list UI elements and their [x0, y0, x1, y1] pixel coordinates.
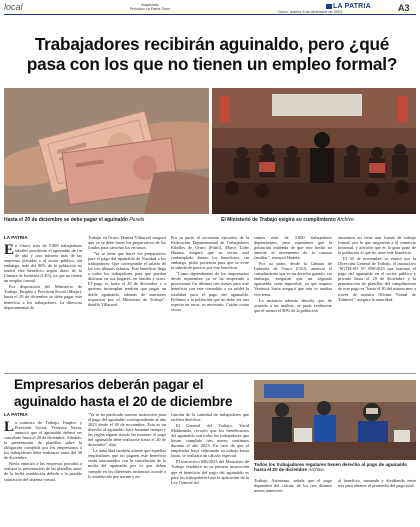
- article1-column-5: encuentra no tiene una fuente de trabajo formal, por lo que migrarían a el comercio informal, y advirtió que es la gran parte de la población al que no tiene este beneficio. El 30 de noviembre se emitió por la Dirección General de Trabajo, el instructivo "SGTH-SO N° 096/2023 que instruye el pago del aguinaldo en el sector público y privado hasta el 20 de diciembre y la presentación de planillas del cumplimiento de este pago es "hasta el 30 del mismo mes a través de nuestra Oficina Virtual de Trámites", asegura la autoridad.: [338, 235, 416, 302]
- photo-workers: [254, 380, 416, 460]
- article1-dropcap: E: [4, 243, 15, 258]
- article2-column-3: función de la cantidad de trabajadores que reciben derechos. El General del Trabajo, Yacid Maldonado, recordó que los beneficiarios del aguinaldo son todos los trabajadores que hayan cumplido tres meses continuos durante el año 2023. En caso de que el empleador haya culminado su trabajo hasta junio, se realizará un cálculo especial. El instructivo 096/2023 del Ministerio de Trabajo establece en su primera instrucción que el beneficio del pago del aguinaldo es para los trabajadores bajo la aplicación de la Ley General del: [171, 412, 249, 485]
- issue-date: Oruro, martes 5 de diciembre de 2023: [278, 10, 343, 14]
- sponsor-line1: Auspiciado: [141, 3, 159, 7]
- photo-meeting-caption: El Ministerio de Trabajo exigirá su cumplimiento Archivo: [221, 217, 354, 223]
- photo-money-caption: Hasta el 20 de diciembre se debe pagar el aguinaldo Pexels: [4, 217, 145, 223]
- photo-ministry-meeting: [212, 88, 416, 214]
- article2-byline: LA PATRIA: [4, 412, 28, 417]
- sponsor-badge: [128, 3, 172, 11]
- article1-headline-line1: Trabajadores recibirán aguinaldo, pero ¿qué: [34, 34, 390, 54]
- article1-column-2: Trabajo en Oruro, Daniza Villarroel aseguró que ya se debe hacer los preparativos de los fondos para cancelar los recursos. "Ya se tiene que hacer los preparativos para el pago del aguinaldo de Navidad a los trabajadores. Que corresponde el salario de los tres últimos salarios. Este beneficio llega a todos los trabajadores para que puedan disfrutar en sus hogares, en familia y otros. El pago es hasta el 20 de diciembre y a quienes incumplan tendrán que pagar un doble aguinaldo, además de sanciones impuestas por el Ministerio de Trabajo", detalló Villarroel.: [88, 235, 166, 307]
- meeting-illustration: [212, 88, 416, 214]
- sponsor-line2: Periódico La Patria Oruro: [129, 7, 171, 11]
- article2-headline-line2: aguinaldo hasta el 20 de diciembre: [14, 393, 233, 409]
- article2-dropcap: L: [4, 420, 15, 435]
- page-number: A3: [398, 3, 410, 13]
- article1-byline: LA PATRIA: [4, 235, 28, 240]
- article2-headline: [14, 377, 254, 410]
- header-rule: [4, 14, 416, 15]
- money-hands-illustration: [4, 88, 209, 214]
- article2-column-1: L a ministra de Trabajo, Empleo y Previsión Social, Verónica Navia, anunció que el aguinaldo deberá ser cancelado hasta el 20 de diciembre. Además, la presentación de planillas sobre la obligación cumplida por los empresarios a los trabajadores debe realizarse antes del 30 de diciembre. Navia enfatizó a las empresas privadas a realizar la presentación de las planillas antes de la fecha establecida debido a la posible saturación del sistema virtual.: [4, 420, 82, 482]
- article2-column-4: Trabajo. Asimismo, señala que el pago dependerá del cálculo de los tres últimos meses anteriores: [254, 478, 332, 494]
- article1-column-3: Por su parte, el secretario ejecutivo de la Federación Departamental de Trabajadores Fabriles de Oruro (Fdtfo), Marco Líder Huanta, aseguró que su sector está contemplado dentro los beneficios, sin embargo, pidió paciencia para que se evite la subida de precios por este beneficio. "Como dependientes de los empresarios desde septiembre ya se ha empezado a provisionar los últimos tres meses para este beneficio con este comedido y ya saldrá la totalidad para el pago del aguinaldo. Pedimos a la población que no debe ser una especie en otros, es necesario. Cuidar como sector: [171, 235, 249, 312]
- article1-column-1: E n Oruro, más de 3.000 trabajadores fabriles percibirán el aguinaldo de fin de año y otro número más de las empresas privadas y el sector público, sin embargo, más del 80% de la población no tendrá este beneficio según datos de la Cámara de Industria (CIO), ya que no tienen un empleo formal. Por disposición del Ministerio de Trabajo, Empleo y Previsión Social (Mteps), hasta el 20 de diciembre se debe pagar este beneficio a los trabajadores. La directora departamental de: [4, 243, 82, 310]
- article1-headline: [24, 34, 400, 75]
- masthead-logo: LA PATRIA: [326, 3, 371, 10]
- article2-headline-line1: Empresarios deberán pagar el: [14, 377, 204, 392]
- article1-headline-line2: pasa con los que no tienen un empleo formal?: [26, 54, 398, 75]
- photo-workers-caption: Todos los trabajadores regulares tienen derecho al pago de aguinaldo hasta el 20 de diciembre Archivo: [254, 462, 408, 473]
- photo-money-hands: [4, 88, 209, 214]
- article2-column-5: al beneficio, sumando y dividiendo entre tres para obtener el promedio del pago total.: [338, 478, 416, 489]
- article1-column-4: somos más de 3.000 trabajadores dependientes, pero esperamos que la población entienda de que este hecho no amerite el incremento de la canasta familiar", remarcó Huanta. Por su parte, desde la Cámara de Industria de Oruro (CIO), anunció el cumplimiento que es un derecho ganado, sin embargo, aseguran que un segundo aguinaldo, sería imposible, ya que impuso Verónica Suria aseguró que aún se analiza este tema. La instancia además desvela que, de acuerdo a un análisis, se pudo evidenciar que el menos el 80% de la población: [254, 235, 332, 313]
- section-label: local: [4, 2, 23, 12]
- article-divider: [4, 373, 416, 374]
- article2-column-2: "Ya se ha publicado nuestro instructivo para el pago del aguinaldo correspondiente al año 2023 desde el 30 de noviembre. Esta es un derecho al aguinaldo hace bastante tiempo y las reglas siguen siendo las mismas: el pago del aguinaldo debe realizarse hasta el 20 de diciembre", dijo. La autoridad también afirmó que aquellos empleadores que no paguen este beneficio serán sancionados con la cancelación de la multa del aguinaldo por lo que deben cumplir en las diferentes instancias acorde a lo establecido por norma y en: [88, 412, 166, 479]
- logo-mark-icon: [326, 4, 332, 9]
- workers-illustration: [254, 380, 416, 460]
